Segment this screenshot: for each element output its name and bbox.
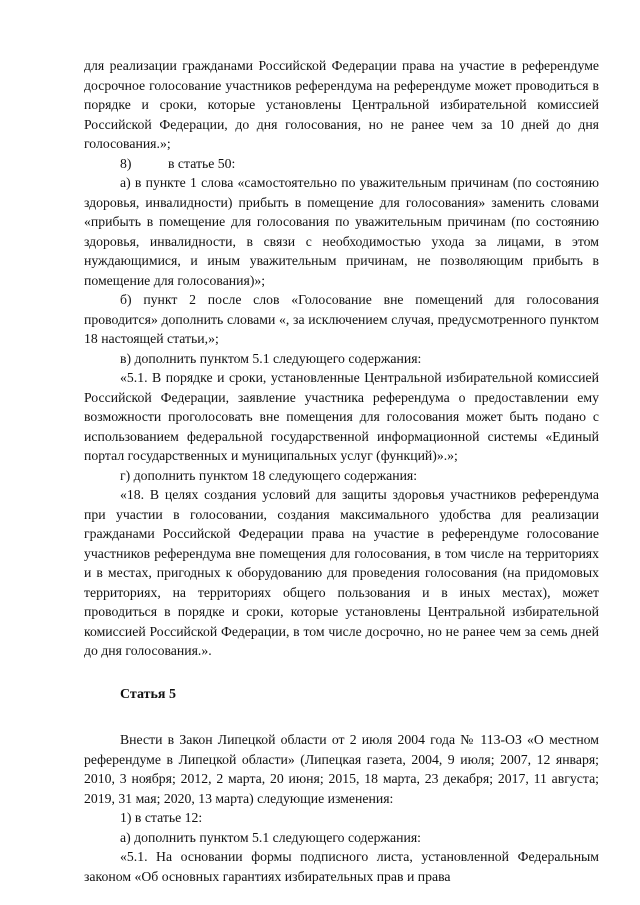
paragraph-quote-18: «18. В целях создания условий для защиты здоровья участников референдума при участии в голосовании, создания максимального удобства для реализации гражданами Российской Федерации права на участие в референдуме голосование участников референдума вне помещения для голосования, в том числе на территориях и в местах, пригодных к оборудованию для проведения голосования (на придомовых территориях, на территориях общего пользования и в иных местах), может проводиться в порядке и сроки, которые установлены Центральной избирательной комиссией Российской Федерации, в том числе досрочно, но не ранее чем за семь дней до дня голосования.». [84, 487, 599, 658]
paragraph-item-a: а) в пункте 1 слова «самостоятельно по уважительным причинам (по состоянию здоровья, инвалидности) прибыть в помещение для голосования» заменить словами «прибыть в помещение для голосования по уважительным причинам (по состоянию здоровья, инвалидности, в связи с необходимостью ухода за лицами, в этом нуждающимися, и иным уважительным причинам, не позволяющим прибыть в помещение для голосования)»; [84, 175, 599, 288]
paragraph-quote-5-1-2: «5.1. На основании формы подписного листа, установленной Федеральным законом «Об основных гарантиях избирательных прав и права [84, 849, 599, 884]
list-item-8 [84, 154, 599, 174]
document-body [84, 56, 599, 886]
paragraph-continuation: для реализации гражданами Российской Федерации права на участие в референдуме досрочное голосование участников референдума на референдуме может проводиться в порядке и сроки, которые установлены Центральной избирательной комиссией Российской Федерации, до дня голосования, но не ранее чем за 10 дней до дня голосования.»; [84, 58, 599, 151]
list-item-number: 8) [120, 155, 132, 171]
paragraph-quote-5-1: «5.1. В порядке и сроки, установленные Центральной избирательной комиссией Российской Федерации, заявление участника референдума о предоставлении ему возможности проголосовать вне помещения для голосования может быть подано с использованием федеральной государственной информационной системы «Единый портал государственных и муниципальных услуг (функций)».»; [84, 370, 599, 463]
paragraph-article-intro: Внести в Закон Липецкой области от 2 июля 2004 года № 113-ОЗ «О местном референдуме в Липецкой области» (Липецкая газета, 2004, 9 июля; 2007, 12 января; 2010, 3 ноября; 2012, 2 марта, 20 июня; 2015, 18 марта, 23 декабря; 2017, 11 августа; 2019, 31 мая; 2020, 13 марта) следующие изменения: [84, 732, 599, 806]
paragraph-item-v: в) дополнить пунктом 5.1 следующего содержания: [120, 350, 422, 366]
paragraph-item-a-2: а) дополнить пунктом 5.1 следующего содержания: [120, 829, 421, 845]
paragraph-item-1: 1) в статье 12: [120, 810, 203, 825]
paragraph-item-b: б) пункт 2 после слов «Голосование вне помещений для голосования проводится» дополнить словами «, за исключением случая, предусмотренного пунктом 18 настоящей статьи,»; [84, 292, 599, 346]
list-item-text: в статье 50: [168, 155, 236, 171]
paragraph-item-g: г) дополнить пунктом 18 следующего содержания: [120, 467, 418, 483]
article-heading: Статья 5 [120, 686, 176, 702]
